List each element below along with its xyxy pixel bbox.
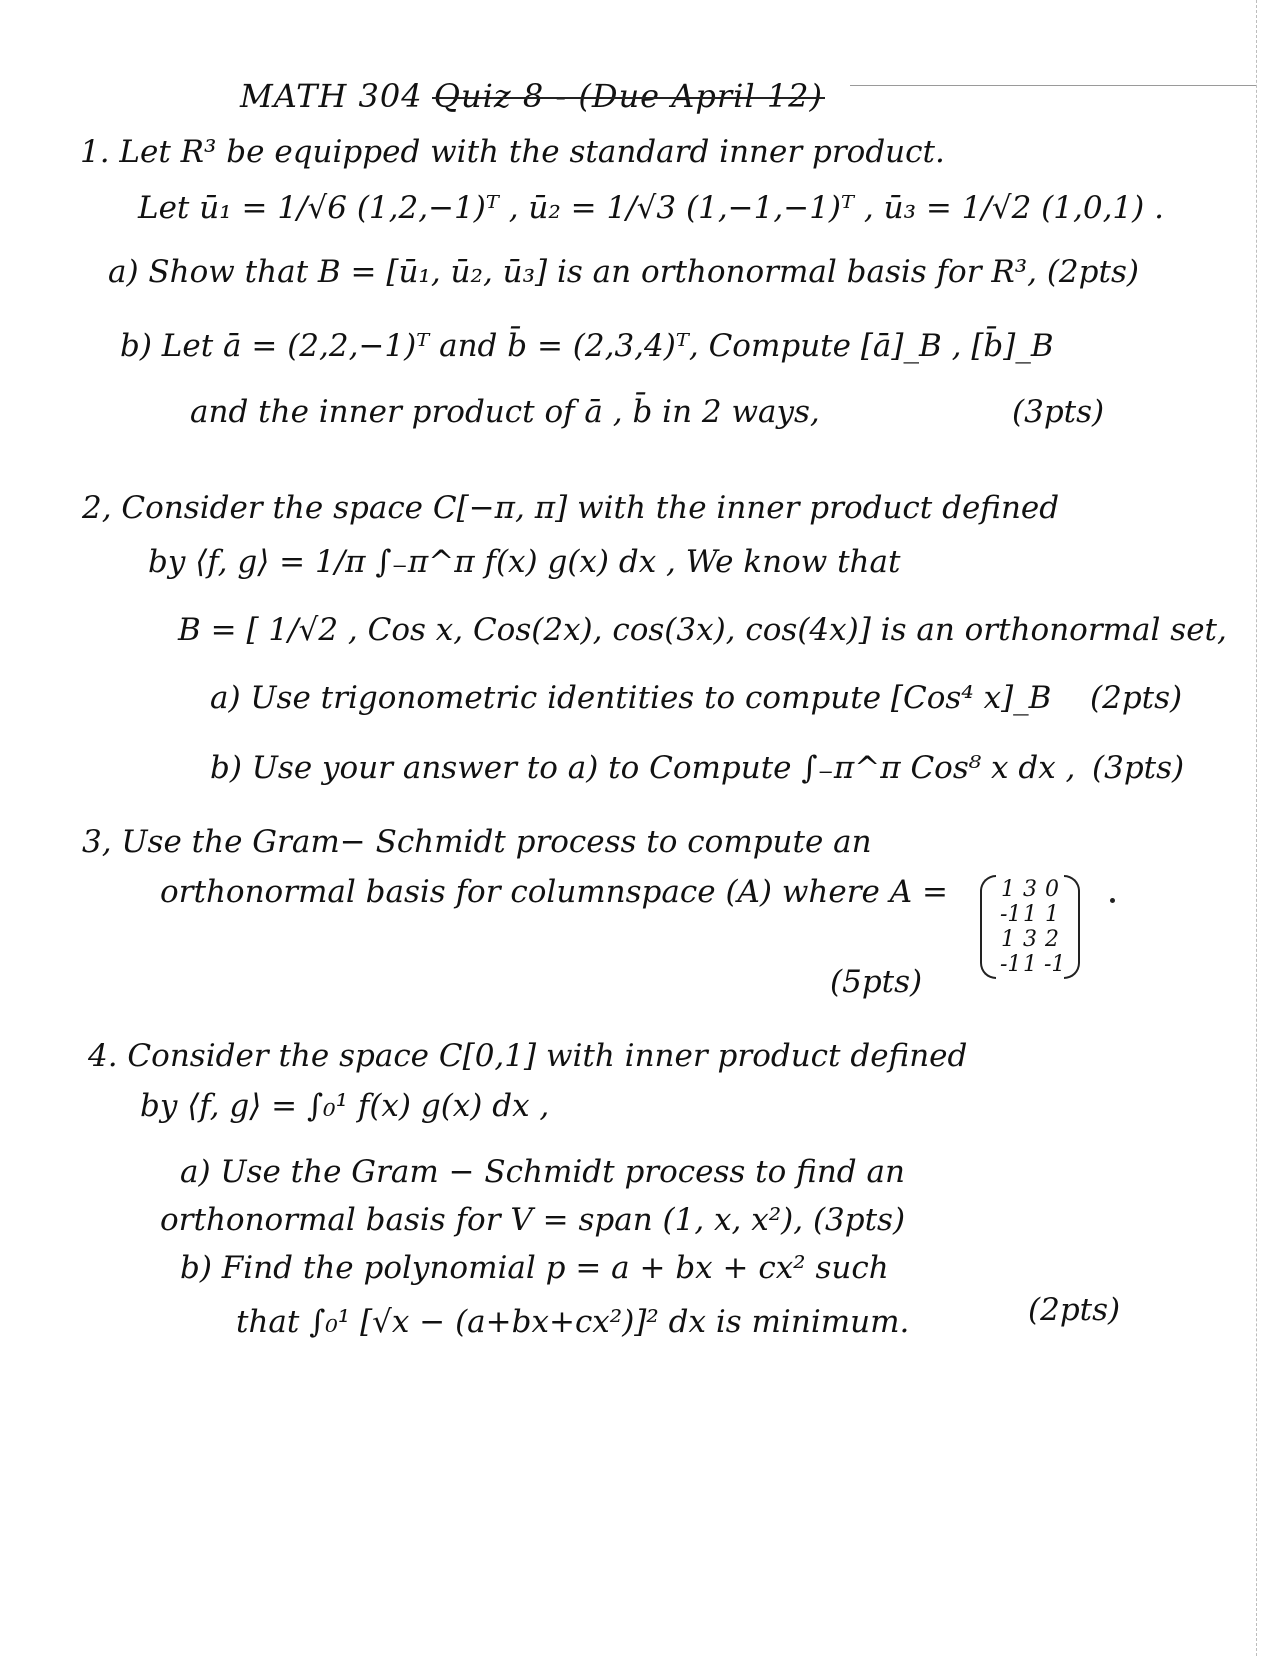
q2-part-a-points: (2pts) <box>1090 680 1183 716</box>
q3-points: (5pts) <box>830 964 923 1000</box>
matrix-cell: -1 <box>1044 952 1066 977</box>
q3-line-2: orthonormal basis for columnspace (A) where A = <box>160 874 948 910</box>
q2-line-1: 2, Consider the space C[−π, π] with the inner product defined <box>82 490 1060 526</box>
q4-part-a-line-1: a) Use the Gram − Schmidt process to find an <box>180 1154 905 1190</box>
q4-part-b-points: (2pts) <box>1028 1292 1121 1328</box>
q4-part-b-line-2: that ∫₀¹ [√x − (a+bx+cx²)]² dx is minimum. <box>236 1304 910 1340</box>
course-title: MATH 304 <box>240 77 423 115</box>
sentence-period <box>1110 898 1115 903</box>
q1-part-b-line-2: and the inner product of ā , b̄ in 2 ways, <box>190 394 820 430</box>
q4-line-2: by ⟨f, g⟩ = ∫₀¹ f(x) g(x) dx , <box>140 1088 550 1124</box>
q1-line-2: Let ū₁ = 1/√6 (1,2,−1)ᵀ , ū₂ = 1/√3 (1,−1,−1)ᵀ , ū₃ = 1/√2 (1,0,1) . <box>138 190 1164 226</box>
page-edge-line <box>1256 0 1257 1656</box>
matrix-right-bracket <box>1064 875 1080 979</box>
matrix-cell: 3 <box>1023 877 1037 902</box>
matrix-left-bracket <box>980 875 996 979</box>
struck-quiz-title: Quiz 8 - (Due April 12) <box>433 77 824 115</box>
matrix-row <box>1000 952 1066 977</box>
matrix-cell: 1 <box>1001 877 1015 902</box>
matrix-row <box>1000 927 1060 952</box>
q4-part-a-line-2: orthonormal basis for V = span (1, x, x²), (3pts) <box>160 1202 906 1238</box>
matrix-entries <box>996 875 1064 979</box>
matrix-cell: 1 <box>1001 927 1015 952</box>
q4-line-1: 4. Consider the space C[0,1] with inner product defined <box>88 1038 968 1074</box>
q2-line-3: B = [ 1/√2 , Cos x, Cos(2x), cos(3x), cos(4x)] is an orthonormal set, <box>178 612 1227 648</box>
quiz-header <box>240 76 823 116</box>
matrix-cell: 3 <box>1023 927 1037 952</box>
matrix-row <box>1000 877 1060 902</box>
matrix-a <box>980 875 1080 979</box>
q1-part-a: a) Show that B = [ū₁, ū₂, ū₃] is an orthonormal basis for R³, (2pts) <box>108 254 1139 290</box>
matrix-cell: 0 <box>1045 877 1059 902</box>
q2-part-a: a) Use trigonometric identities to compute [Cos⁴ x]_B <box>210 680 1052 716</box>
matrix-cell: -1 <box>1000 902 1022 927</box>
q2-part-b: b) Use your answer to a) to Compute ∫₋π^π Cos⁸ x dx , <box>210 750 1076 786</box>
matrix-cell: 1 <box>1023 952 1037 977</box>
q1-part-b-line-1: b) Let ā = (2,2,−1)ᵀ and b̄ = (2,3,4)ᵀ, Compute [ā]_B , [b̄]_B <box>120 328 1054 364</box>
q2-line-2: by ⟨f, g⟩ = 1/π ∫₋π^π f(x) g(x) dx , We know that <box>148 544 901 580</box>
header-rule <box>850 85 1256 86</box>
matrix-cell: -1 <box>1000 952 1022 977</box>
q4-part-b-line-1: b) Find the polynomial p = a + bx + cx² such <box>180 1250 889 1286</box>
q1-line-1: 1. Let R³ be equipped with the standard inner product. <box>80 134 945 170</box>
q2-part-b-points: (3pts) <box>1092 750 1185 786</box>
matrix-row <box>1000 902 1060 927</box>
matrix-cell: 2 <box>1045 927 1059 952</box>
q3-line-1: 3, Use the Gram− Schmidt process to compute an <box>82 824 872 860</box>
matrix-cell: 1 <box>1023 902 1037 927</box>
matrix-cell: 1 <box>1045 902 1059 927</box>
q1-part-b-points: (3pts) <box>1012 394 1105 430</box>
